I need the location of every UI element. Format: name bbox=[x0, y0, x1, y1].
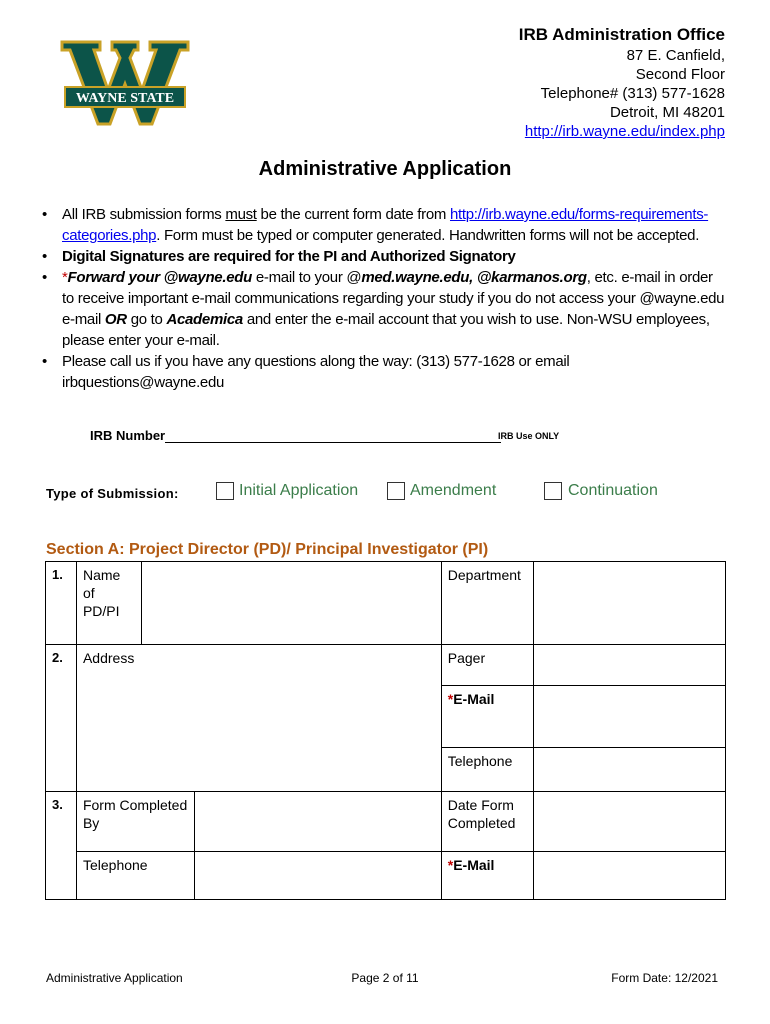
name-input[interactable] bbox=[141, 562, 441, 645]
address-line-2: Second Floor bbox=[635, 66, 725, 83]
bullet-icon: • bbox=[42, 206, 47, 223]
email-label: *E-Mail bbox=[441, 686, 533, 748]
emphasis-must: must bbox=[225, 206, 257, 223]
list-item bbox=[38, 204, 728, 246]
logo-text: WAYNE STATE bbox=[75, 91, 175, 106]
pager-label: Pager bbox=[441, 645, 533, 686]
date-completed-input[interactable] bbox=[533, 792, 725, 852]
instructions-list bbox=[38, 204, 728, 393]
list-item bbox=[38, 246, 728, 267]
document-title: Administrative Application bbox=[258, 158, 512, 180]
address-label: Address bbox=[82, 650, 135, 666]
bullet-icon: • bbox=[42, 353, 47, 370]
wayne-state-logo bbox=[60, 38, 190, 128]
irb-number-line[interactable] bbox=[165, 430, 501, 443]
office-city: Detroit, MI 48201 bbox=[609, 104, 725, 121]
office-address-block bbox=[519, 24, 725, 141]
email-input[interactable] bbox=[533, 686, 725, 748]
department-input[interactable] bbox=[533, 562, 725, 645]
irb-website-link[interactable]: http://irb.wayne.edu/index.php bbox=[524, 123, 725, 140]
list-item: • *Forward your @wayne.edu e-mail to your @med.wayne.edu, @karmanos.org, etc. e-mail in order to receive important e-mail communications regarding your study if you do not access your @wayne.edu e-mail OR go to Academica and enter the e-mail account that you wish to use. Non-WSU employees, please enter your e-mail. bbox=[42, 269, 725, 349]
initial-application-checkbox[interactable] bbox=[216, 482, 234, 500]
address-cell[interactable] bbox=[76, 645, 441, 792]
bullet-text: Please call us if you have any questions along the way: (313) 577-1628 or email irbquestions@wayne.edu bbox=[62, 353, 570, 391]
bullet-icon: • bbox=[42, 248, 47, 265]
footer-document-name: Administrative Application bbox=[46, 971, 183, 985]
bullet-text: be the current form date from bbox=[256, 206, 450, 223]
row-number: 2. bbox=[46, 645, 77, 792]
bullet-icon: • bbox=[42, 269, 47, 286]
bullet-text: All IRB submission forms bbox=[62, 206, 226, 223]
irb-number-field[interactable] bbox=[90, 428, 501, 443]
date-completed-label: Date Form Completed bbox=[441, 792, 533, 852]
telephone-label-2: Telephone bbox=[76, 852, 194, 900]
bullet-text: Digital Signatures are required for the PI and Authorized Signatory bbox=[62, 248, 516, 265]
telephone-input[interactable] bbox=[533, 748, 725, 792]
continuation-label: Continuation bbox=[568, 482, 658, 499]
table-row bbox=[46, 792, 726, 852]
office-title: IRB Administration Office bbox=[518, 25, 725, 44]
pager-input[interactable] bbox=[533, 645, 725, 686]
footer-page-number: Page 2 of 11 bbox=[351, 971, 419, 985]
department-label: Department bbox=[441, 562, 533, 645]
table-row bbox=[46, 852, 726, 900]
required-star: * bbox=[62, 269, 68, 286]
name-label: Name of PD/PI bbox=[76, 562, 141, 645]
telephone-label: Telephone bbox=[441, 748, 533, 792]
table-row bbox=[46, 645, 726, 686]
email-label-2: *E-Mail bbox=[441, 852, 533, 900]
amendment-label: Amendment bbox=[410, 482, 497, 499]
list-item bbox=[38, 351, 728, 393]
telephone-input-2[interactable] bbox=[194, 852, 441, 900]
row-number: 1. bbox=[46, 562, 77, 645]
bullet-text: . Form must be typed or computer generated. Handwritten forms will not be accepted. bbox=[156, 227, 700, 244]
continuation-checkbox[interactable] bbox=[544, 482, 562, 500]
irb-use-only-label: IRB Use ONLY bbox=[498, 431, 560, 441]
type-of-submission-label: Type of Submission: bbox=[46, 486, 179, 501]
initial-application-label: Initial Application bbox=[239, 482, 359, 499]
table-row bbox=[46, 562, 726, 645]
row-number: 3. bbox=[46, 792, 77, 900]
pi-information-table bbox=[45, 561, 726, 900]
address-line-1: 87 E. Canfield, bbox=[626, 47, 725, 64]
footer-form-date: Form Date: 12/2021 bbox=[611, 971, 718, 985]
email-input-2[interactable] bbox=[533, 852, 725, 900]
completed-by-input[interactable] bbox=[194, 792, 441, 852]
amendment-checkbox[interactable] bbox=[387, 482, 405, 500]
forms-link[interactable]: http://irb.wayne.edu/forms-requirements-categories.php bbox=[62, 206, 709, 244]
irb-number-label: IRB Number bbox=[90, 428, 166, 443]
completed-by-label: Form Completed By bbox=[76, 792, 194, 852]
section-a-heading: Section A: Project Director (PD)/ Principal Investigator (PI) bbox=[46, 541, 489, 558]
office-telephone: Telephone# (313) 577-1628 bbox=[540, 85, 725, 102]
